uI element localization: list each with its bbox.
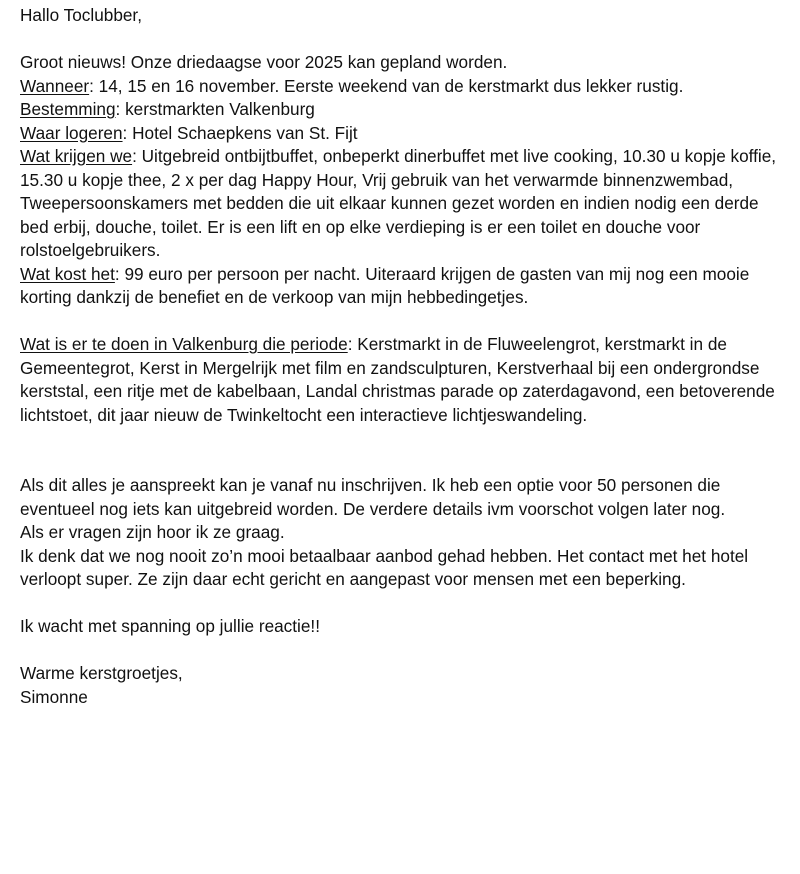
activities-text: : Kerstmarkt in de Fluweelengrot, kerstmarkt in de Gemeentegrot, Kerst in Mergelrijk met film en zandsculpturen, Kerstverhaal bij een ondergrondse kerststal, een ritje met de kabelbaan, Landal christmas parade op zaterdagavond, een betoverende lichtstoet, dit jaar nieuw de Twinkeltocht een interactieve lichtjeswandeling. xyxy=(20,334,775,425)
spacer xyxy=(20,310,790,334)
detail-text-when: : 14, 15 en 16 november. Eerste weekend van de kerstmarkt dus lekker rustig. xyxy=(89,75,684,96)
detail-label-cost: Wat kost het xyxy=(20,263,115,284)
detail-label-included: Wat krijgen we xyxy=(20,146,133,166)
spacer xyxy=(20,427,790,474)
detail-text-destination: : kerstmarkten Valkenburg xyxy=(115,99,315,119)
detail-text-cost: : 99 euro per persoon per nacht. Uiteraard krijgen de gasten van mij nog een mooie korting dankzij de benefiet en de verkoop van mijn hebbedingetjes. xyxy=(20,263,750,307)
detail-included xyxy=(20,145,790,263)
letter-body xyxy=(20,4,790,709)
detail-lodging xyxy=(20,122,790,146)
greeting: Hallo Toclubber, xyxy=(20,5,142,25)
detail-when xyxy=(20,75,790,99)
detail-cost xyxy=(20,263,790,310)
detail-text-lodging: : Hotel Schaepkens van St. Fijt xyxy=(122,122,358,143)
signup-paragraph: Als dit alles je aanspreekt kan je vanaf nu inschrijven. Ik heb een optie voor 50 personen die eventueel nog iets kan uitgebreid worden. De verdere details ivm voorschot volgen later nog. xyxy=(20,475,726,519)
spacer xyxy=(20,28,790,52)
signature: Simonne xyxy=(20,686,88,707)
detail-label-lodging: Waar logeren xyxy=(20,122,123,143)
detail-text-included: : Uitgebreid ontbijtbuffet, onbeperkt dinerbuffet met live cooking, 10.30 u kopje koffie, 15.30 u kopje thee, 2 x per dag Happy Hour, Vrij gebruik van het verwarmde binnenzwembad, Tweepersoonskamers met bedden die uit elkaar kunnen gezet worden en indien nodig een derde bed erbij, douche, toilet. Er is een lift en op elke verdieping is er een toilet en douche voor rolstoelgebruikers. xyxy=(20,146,777,260)
waiting-line: Ik wacht met spanning op jullie reactie!! xyxy=(20,616,320,636)
detail-label-destination: Bestemming xyxy=(20,99,116,119)
activities-label: Wat is er te doen in Valkenburg die periode xyxy=(20,334,348,354)
questions-line: Als er vragen zijn hoor ik ze graag. xyxy=(20,522,285,542)
spacer xyxy=(20,639,790,663)
detail-label-when: Wanneer xyxy=(20,75,90,96)
intro-line: Groot nieuws! Onze driedaagse voor 2025 kan gepland worden. xyxy=(20,52,508,72)
activities-paragraph xyxy=(20,333,790,427)
sign-off: Warme kerstgroetjes, xyxy=(20,663,183,683)
spacer xyxy=(20,592,790,616)
offer-paragraph: Ik denk dat we nog nooit zo’n mooi betaalbaar aanbod gehad hebben. Het contact met het hotel verloopt super. Ze zijn daar echt gericht en aangepast voor mensen met een beperking. xyxy=(20,545,749,589)
detail-destination xyxy=(20,98,790,122)
